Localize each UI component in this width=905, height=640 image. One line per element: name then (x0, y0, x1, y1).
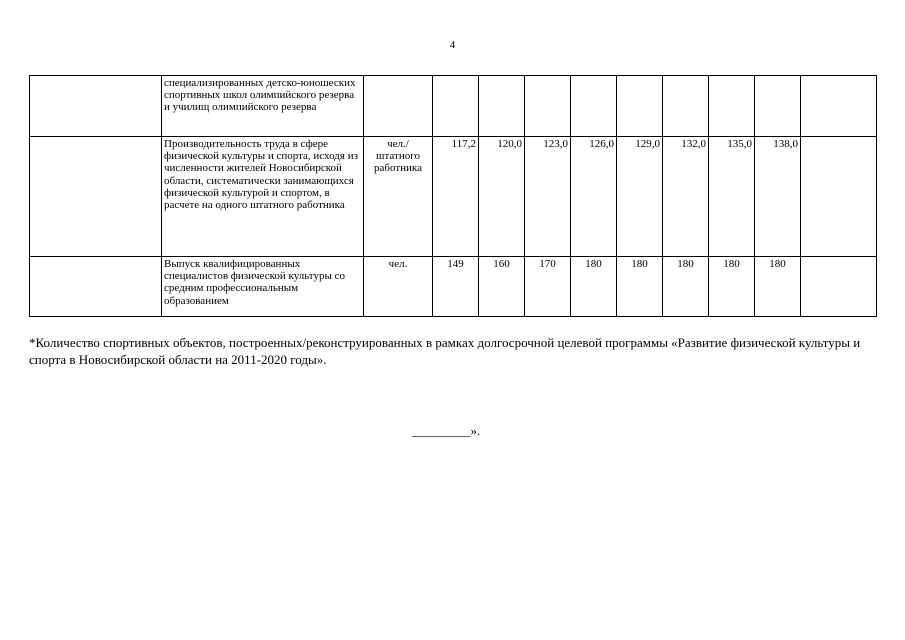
empty-cell (801, 137, 877, 257)
indicator-name: Выпуск квалифицированных специалистов физической культуры со средним профессиональным образованием (162, 257, 364, 317)
page-number: 4 (449, 39, 456, 51)
value-cell: 180 (755, 257, 801, 317)
value-cell (479, 76, 525, 137)
value-cell: 117,2 (433, 137, 479, 257)
value-cell: 135,0 (709, 137, 755, 257)
value-cell (663, 76, 709, 137)
value-cell (571, 76, 617, 137)
value-cell: 129,0 (617, 137, 663, 257)
empty-cell (30, 257, 162, 317)
value-cell (433, 76, 479, 137)
indicator-unit (364, 76, 433, 137)
value-cell (755, 76, 801, 137)
indicator-unit: чел. (364, 257, 433, 317)
value-cell: 138,0 (755, 137, 801, 257)
empty-cell (30, 76, 162, 137)
value-cell: 160 (479, 257, 525, 317)
value-cell (709, 76, 755, 137)
value-cell: 180 (617, 257, 663, 317)
indicators-table (29, 75, 877, 317)
empty-cell (801, 76, 877, 137)
table-row (30, 137, 877, 257)
value-cell (617, 76, 663, 137)
value-cell: 132,0 (663, 137, 709, 257)
value-cell: 149 (433, 257, 479, 317)
value-cell: 120,0 (479, 137, 525, 257)
empty-cell (30, 137, 162, 257)
value-cell: 180 (571, 257, 617, 317)
indicator-name: Производительность труда в сфере физической культуры и спорта, исходя из численности жителей Новосибирской области, систематически занимающихся физической культурой и спортом, в расчете на одного штатного работника (162, 137, 364, 257)
footnote: *Количество спортивных объектов, построенных/реконструированных в рамках долгосрочной целевой программы «Развитие физической культуры и спорта в Новосибирской области на 2011-2020 годы». (29, 335, 861, 367)
indicator-name: специализированных детско-юношеских спортивных школ олимпийского резерва и училищ олимпийского резерва (162, 76, 364, 137)
value-cell: 126,0 (571, 137, 617, 257)
value-cell: 180 (709, 257, 755, 317)
value-cell (525, 76, 571, 137)
value-cell: 123,0 (525, 137, 571, 257)
closing-mark: _________». (412, 423, 481, 438)
table-row (30, 257, 877, 317)
value-cell: 170 (525, 257, 571, 317)
empty-cell (801, 257, 877, 317)
table-row (30, 76, 877, 137)
indicator-unit: чел./ штатного работника (364, 137, 433, 257)
value-cell: 180 (663, 257, 709, 317)
